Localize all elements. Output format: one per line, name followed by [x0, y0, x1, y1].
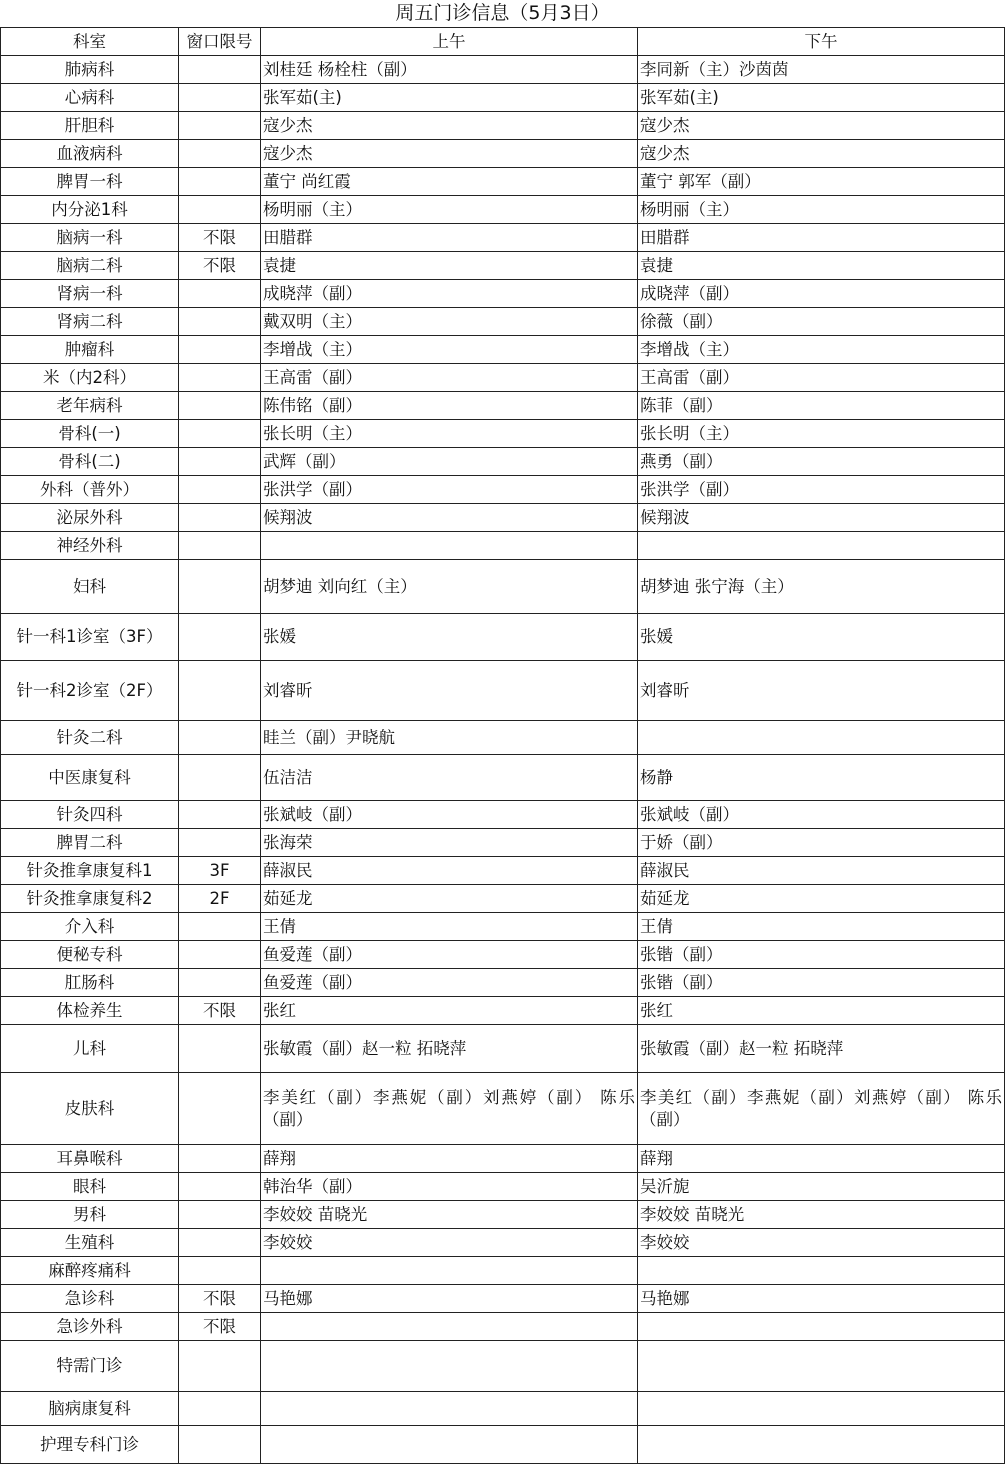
table-row [1, 857, 1005, 885]
window-limit-cell [179, 56, 261, 84]
table-row [1, 801, 1005, 829]
afternoon-doctors-cell: 成晓萍（副） [638, 280, 1005, 308]
window-limit-cell [179, 721, 261, 755]
afternoon-doctors-cell [638, 1392, 1005, 1426]
header-window-limit: 窗口限号 [179, 28, 261, 56]
table-row [1, 1173, 1005, 1201]
dept-cell: 护理专科门诊 [1, 1426, 179, 1464]
window-limit-cell [179, 1025, 261, 1073]
window-limit-cell [179, 1229, 261, 1257]
header-afternoon: 下午 [638, 28, 1005, 56]
morning-doctors-cell: 王倩 [261, 913, 638, 941]
table-row [1, 168, 1005, 196]
afternoon-doctors-cell: 杨静 [638, 755, 1005, 801]
morning-doctors-cell: 张斌岐（副） [261, 801, 638, 829]
dept-cell: 男科 [1, 1201, 179, 1229]
window-limit-cell [179, 801, 261, 829]
window-limit-cell [179, 504, 261, 532]
dept-cell: 脑病二科 [1, 252, 179, 280]
morning-doctors-cell [261, 1341, 638, 1392]
morning-doctors-cell: 寇少杰 [261, 112, 638, 140]
header-dept: 科室 [1, 28, 179, 56]
dept-cell: 神经外科 [1, 532, 179, 560]
morning-doctors-cell: 刘睿昕 [261, 661, 638, 721]
window-limit-cell [179, 913, 261, 941]
dept-cell: 针灸推拿康复科2 [1, 885, 179, 913]
dept-cell: 耳鼻喉科 [1, 1145, 179, 1173]
window-limit-cell [179, 1426, 261, 1464]
table-row [1, 661, 1005, 721]
window-limit-cell [179, 112, 261, 140]
dept-cell: 皮肤科 [1, 1073, 179, 1145]
table-row [1, 1392, 1005, 1426]
morning-doctors-cell: 李美红（副）李燕妮（副）刘燕婷（副） 陈乐（副） [261, 1073, 638, 1145]
afternoon-doctors-cell: 杨明丽（主） [638, 196, 1005, 224]
table-row [1, 140, 1005, 168]
dept-cell: 外科（普外） [1, 476, 179, 504]
dept-cell: 老年病科 [1, 392, 179, 420]
morning-doctors-cell [261, 1426, 638, 1464]
afternoon-doctors-cell [638, 1426, 1005, 1464]
table-row [1, 448, 1005, 476]
afternoon-doctors-cell: 寇少杰 [638, 112, 1005, 140]
morning-doctors-cell: 王高雷（副） [261, 364, 638, 392]
table-row [1, 941, 1005, 969]
table-row [1, 224, 1005, 252]
dept-cell: 内分泌1科 [1, 196, 179, 224]
dept-cell: 肿瘤科 [1, 336, 179, 364]
window-limit-cell [179, 614, 261, 661]
dept-cell: 针灸四科 [1, 801, 179, 829]
morning-doctors-cell: 武辉（副） [261, 448, 638, 476]
dept-cell: 针一科2诊室（2F） [1, 661, 179, 721]
table-row [1, 252, 1005, 280]
table-row [1, 420, 1005, 448]
dept-cell: 脾胃一科 [1, 168, 179, 196]
afternoon-doctors-cell: 张洪学（副） [638, 476, 1005, 504]
window-limit-cell [179, 1257, 261, 1285]
morning-doctors-cell: 韩治华（副） [261, 1173, 638, 1201]
window-limit-cell [179, 1341, 261, 1392]
dept-cell: 骨科(一) [1, 420, 179, 448]
dept-cell: 特需门诊 [1, 1341, 179, 1392]
window-limit-cell: 不限 [179, 1313, 261, 1341]
table-row [1, 969, 1005, 997]
table-row [1, 1229, 1005, 1257]
table-row [1, 504, 1005, 532]
morning-doctors-cell: 鱼爱莲（副） [261, 941, 638, 969]
dept-cell: 生殖科 [1, 1229, 179, 1257]
morning-doctors-cell [261, 1392, 638, 1426]
window-limit-cell [179, 476, 261, 504]
window-limit-cell: 不限 [179, 224, 261, 252]
window-limit-cell [179, 532, 261, 560]
clinic-schedule-table [0, 27, 1005, 1464]
window-limit-cell [179, 280, 261, 308]
morning-doctors-cell [261, 532, 638, 560]
dept-cell: 肝胆科 [1, 112, 179, 140]
afternoon-doctors-cell [638, 1341, 1005, 1392]
table-row [1, 885, 1005, 913]
dept-cell: 介入科 [1, 913, 179, 941]
afternoon-doctors-cell: 寇少杰 [638, 140, 1005, 168]
morning-doctors-cell: 寇少杰 [261, 140, 638, 168]
afternoon-doctors-cell: 刘睿昕 [638, 661, 1005, 721]
dept-cell: 肺病科 [1, 56, 179, 84]
afternoon-doctors-cell: 李姣姣 [638, 1229, 1005, 1257]
afternoon-doctors-cell: 燕勇（副） [638, 448, 1005, 476]
table-row [1, 364, 1005, 392]
morning-doctors-cell: 戴双明（主） [261, 308, 638, 336]
table-row [1, 1145, 1005, 1173]
window-limit-cell [179, 661, 261, 721]
page-title: 周五门诊信息（5月3日） [395, 2, 610, 24]
morning-doctors-cell [261, 1313, 638, 1341]
table-row [1, 913, 1005, 941]
dept-cell: 肛肠科 [1, 969, 179, 997]
dept-cell: 中医康复科 [1, 755, 179, 801]
dept-cell: 针一科1诊室（3F） [1, 614, 179, 661]
table-row [1, 997, 1005, 1025]
morning-doctors-cell: 张长明（主） [261, 420, 638, 448]
morning-doctors-cell: 薛淑民 [261, 857, 638, 885]
afternoon-doctors-cell: 薛淑民 [638, 857, 1005, 885]
window-limit-cell [179, 755, 261, 801]
afternoon-doctors-cell: 王倩 [638, 913, 1005, 941]
dept-cell: 骨科(二) [1, 448, 179, 476]
window-limit-cell [179, 196, 261, 224]
morning-doctors-cell [261, 1257, 638, 1285]
dept-cell: 眼科 [1, 1173, 179, 1201]
table-row [1, 755, 1005, 801]
morning-doctors-cell: 张媛 [261, 614, 638, 661]
table-row [1, 476, 1005, 504]
table-row [1, 280, 1005, 308]
afternoon-doctors-cell [638, 1257, 1005, 1285]
afternoon-doctors-cell: 张锴（副） [638, 969, 1005, 997]
dept-cell: 针灸推拿康复科1 [1, 857, 179, 885]
afternoon-doctors-cell [638, 532, 1005, 560]
morning-doctors-cell: 袁捷 [261, 252, 638, 280]
dept-cell: 体检养生 [1, 997, 179, 1025]
table-row [1, 1285, 1005, 1313]
dept-cell: 急诊外科 [1, 1313, 179, 1341]
window-limit-cell [179, 420, 261, 448]
table-row [1, 336, 1005, 364]
table-row [1, 721, 1005, 755]
dept-cell: 急诊科 [1, 1285, 179, 1313]
afternoon-doctors-cell: 张斌岐（副） [638, 801, 1005, 829]
afternoon-doctors-cell: 薛翔 [638, 1145, 1005, 1173]
morning-doctors-cell: 张洪学（副） [261, 476, 638, 504]
afternoon-doctors-cell [638, 1313, 1005, 1341]
afternoon-doctors-cell: 张红 [638, 997, 1005, 1025]
dept-cell: 肾病二科 [1, 308, 179, 336]
window-limit-cell [179, 392, 261, 420]
morning-doctors-cell: 张军茹(主) [261, 84, 638, 112]
dept-cell: 米（内2科） [1, 364, 179, 392]
morning-doctors-cell: 茹延龙 [261, 885, 638, 913]
window-limit-cell [179, 1173, 261, 1201]
afternoon-doctors-cell: 张媛 [638, 614, 1005, 661]
table-row [1, 308, 1005, 336]
window-limit-cell [179, 448, 261, 476]
dept-cell: 儿科 [1, 1025, 179, 1073]
afternoon-doctors-cell: 田腊群 [638, 224, 1005, 252]
window-limit-cell [179, 308, 261, 336]
dept-cell: 便秘专科 [1, 941, 179, 969]
table-row [1, 829, 1005, 857]
window-limit-cell [179, 1392, 261, 1426]
window-limit-cell [179, 168, 261, 196]
afternoon-doctors-cell [638, 721, 1005, 755]
table-row [1, 532, 1005, 560]
window-limit-cell: 不限 [179, 1285, 261, 1313]
window-limit-cell: 不限 [179, 252, 261, 280]
afternoon-doctors-cell: 李增战（主） [638, 336, 1005, 364]
afternoon-doctors-cell: 李姣姣 苗晓光 [638, 1201, 1005, 1229]
morning-doctors-cell: 李增战（主） [261, 336, 638, 364]
morning-doctors-cell: 董宁 尚红霞 [261, 168, 638, 196]
table-row [1, 392, 1005, 420]
morning-doctors-cell: 张红 [261, 997, 638, 1025]
afternoon-doctors-cell: 张敏霞（副）赵一粒 拓晓萍 [638, 1025, 1005, 1073]
morning-doctors-cell: 张海荣 [261, 829, 638, 857]
afternoon-doctors-cell: 袁捷 [638, 252, 1005, 280]
dept-cell: 心病科 [1, 84, 179, 112]
header-row [1, 28, 1005, 56]
morning-doctors-cell: 胡梦迪 刘向红（主） [261, 560, 638, 614]
afternoon-doctors-cell: 李美红（副）李燕妮（副）刘燕婷（副） 陈乐（副） [638, 1073, 1005, 1145]
afternoon-doctors-cell: 于娇（副） [638, 829, 1005, 857]
morning-doctors-cell: 眭兰（副）尹晓航 [261, 721, 638, 755]
window-limit-cell [179, 969, 261, 997]
morning-doctors-cell: 陈伟铭（副） [261, 392, 638, 420]
window-limit-cell [179, 84, 261, 112]
dept-cell: 脾胃二科 [1, 829, 179, 857]
table-row [1, 1257, 1005, 1285]
afternoon-doctors-cell: 王高雷（副） [638, 364, 1005, 392]
table-row [1, 112, 1005, 140]
window-limit-cell [179, 560, 261, 614]
table-row [1, 1313, 1005, 1341]
table-row [1, 1426, 1005, 1464]
morning-doctors-cell: 鱼爱莲（副） [261, 969, 638, 997]
dept-cell: 麻醉疼痛科 [1, 1257, 179, 1285]
afternoon-doctors-cell: 张军茹(主) [638, 84, 1005, 112]
dept-cell: 脑病一科 [1, 224, 179, 252]
dept-cell: 妇科 [1, 560, 179, 614]
window-limit-cell [179, 1145, 261, 1173]
window-limit-cell [179, 1073, 261, 1145]
afternoon-doctors-cell: 胡梦迪 张宁海（主） [638, 560, 1005, 614]
table-row [1, 1341, 1005, 1392]
afternoon-doctors-cell: 吴沂旎 [638, 1173, 1005, 1201]
afternoon-doctors-cell: 董宁 郭军（副） [638, 168, 1005, 196]
morning-doctors-cell: 李姣姣 [261, 1229, 638, 1257]
window-limit-cell [179, 140, 261, 168]
table-row [1, 84, 1005, 112]
table-row [1, 196, 1005, 224]
dept-cell: 泌尿外科 [1, 504, 179, 532]
header-morning: 上午 [261, 28, 638, 56]
afternoon-doctors-cell: 陈菲（副） [638, 392, 1005, 420]
table-row [1, 56, 1005, 84]
dept-cell: 肾病一科 [1, 280, 179, 308]
morning-doctors-cell: 刘桂廷 杨栓柱（副） [261, 56, 638, 84]
morning-doctors-cell: 田腊群 [261, 224, 638, 252]
afternoon-doctors-cell: 张锴（副） [638, 941, 1005, 969]
afternoon-doctors-cell: 李同新（主）沙茵茵 [638, 56, 1005, 84]
morning-doctors-cell: 张敏霞（副）赵一粒 拓晓萍 [261, 1025, 638, 1073]
table-row [1, 560, 1005, 614]
dept-cell: 血液病科 [1, 140, 179, 168]
table-row [1, 1025, 1005, 1073]
morning-doctors-cell: 李姣姣 苗晓光 [261, 1201, 638, 1229]
afternoon-doctors-cell: 马艳娜 [638, 1285, 1005, 1313]
morning-doctors-cell: 成晓萍（副） [261, 280, 638, 308]
table-row [1, 1073, 1005, 1145]
morning-doctors-cell: 伍洁洁 [261, 755, 638, 801]
window-limit-cell [179, 336, 261, 364]
dept-cell: 脑病康复科 [1, 1392, 179, 1426]
afternoon-doctors-cell: 候翔波 [638, 504, 1005, 532]
afternoon-doctors-cell: 茹延龙 [638, 885, 1005, 913]
morning-doctors-cell: 候翔波 [261, 504, 638, 532]
window-limit-cell [179, 1201, 261, 1229]
window-limit-cell [179, 941, 261, 969]
morning-doctors-cell: 杨明丽（主） [261, 196, 638, 224]
window-limit-cell [179, 364, 261, 392]
afternoon-doctors-cell: 张长明（主） [638, 420, 1005, 448]
window-limit-cell: 不限 [179, 997, 261, 1025]
table-row [1, 1201, 1005, 1229]
window-limit-cell: 2F [179, 885, 261, 913]
table-row [1, 614, 1005, 661]
window-limit-cell [179, 829, 261, 857]
afternoon-doctors-cell: 徐薇（副） [638, 308, 1005, 336]
morning-doctors-cell: 马艳娜 [261, 1285, 638, 1313]
dept-cell: 针灸二科 [1, 721, 179, 755]
morning-doctors-cell: 薛翔 [261, 1145, 638, 1173]
window-limit-cell: 3F [179, 857, 261, 885]
